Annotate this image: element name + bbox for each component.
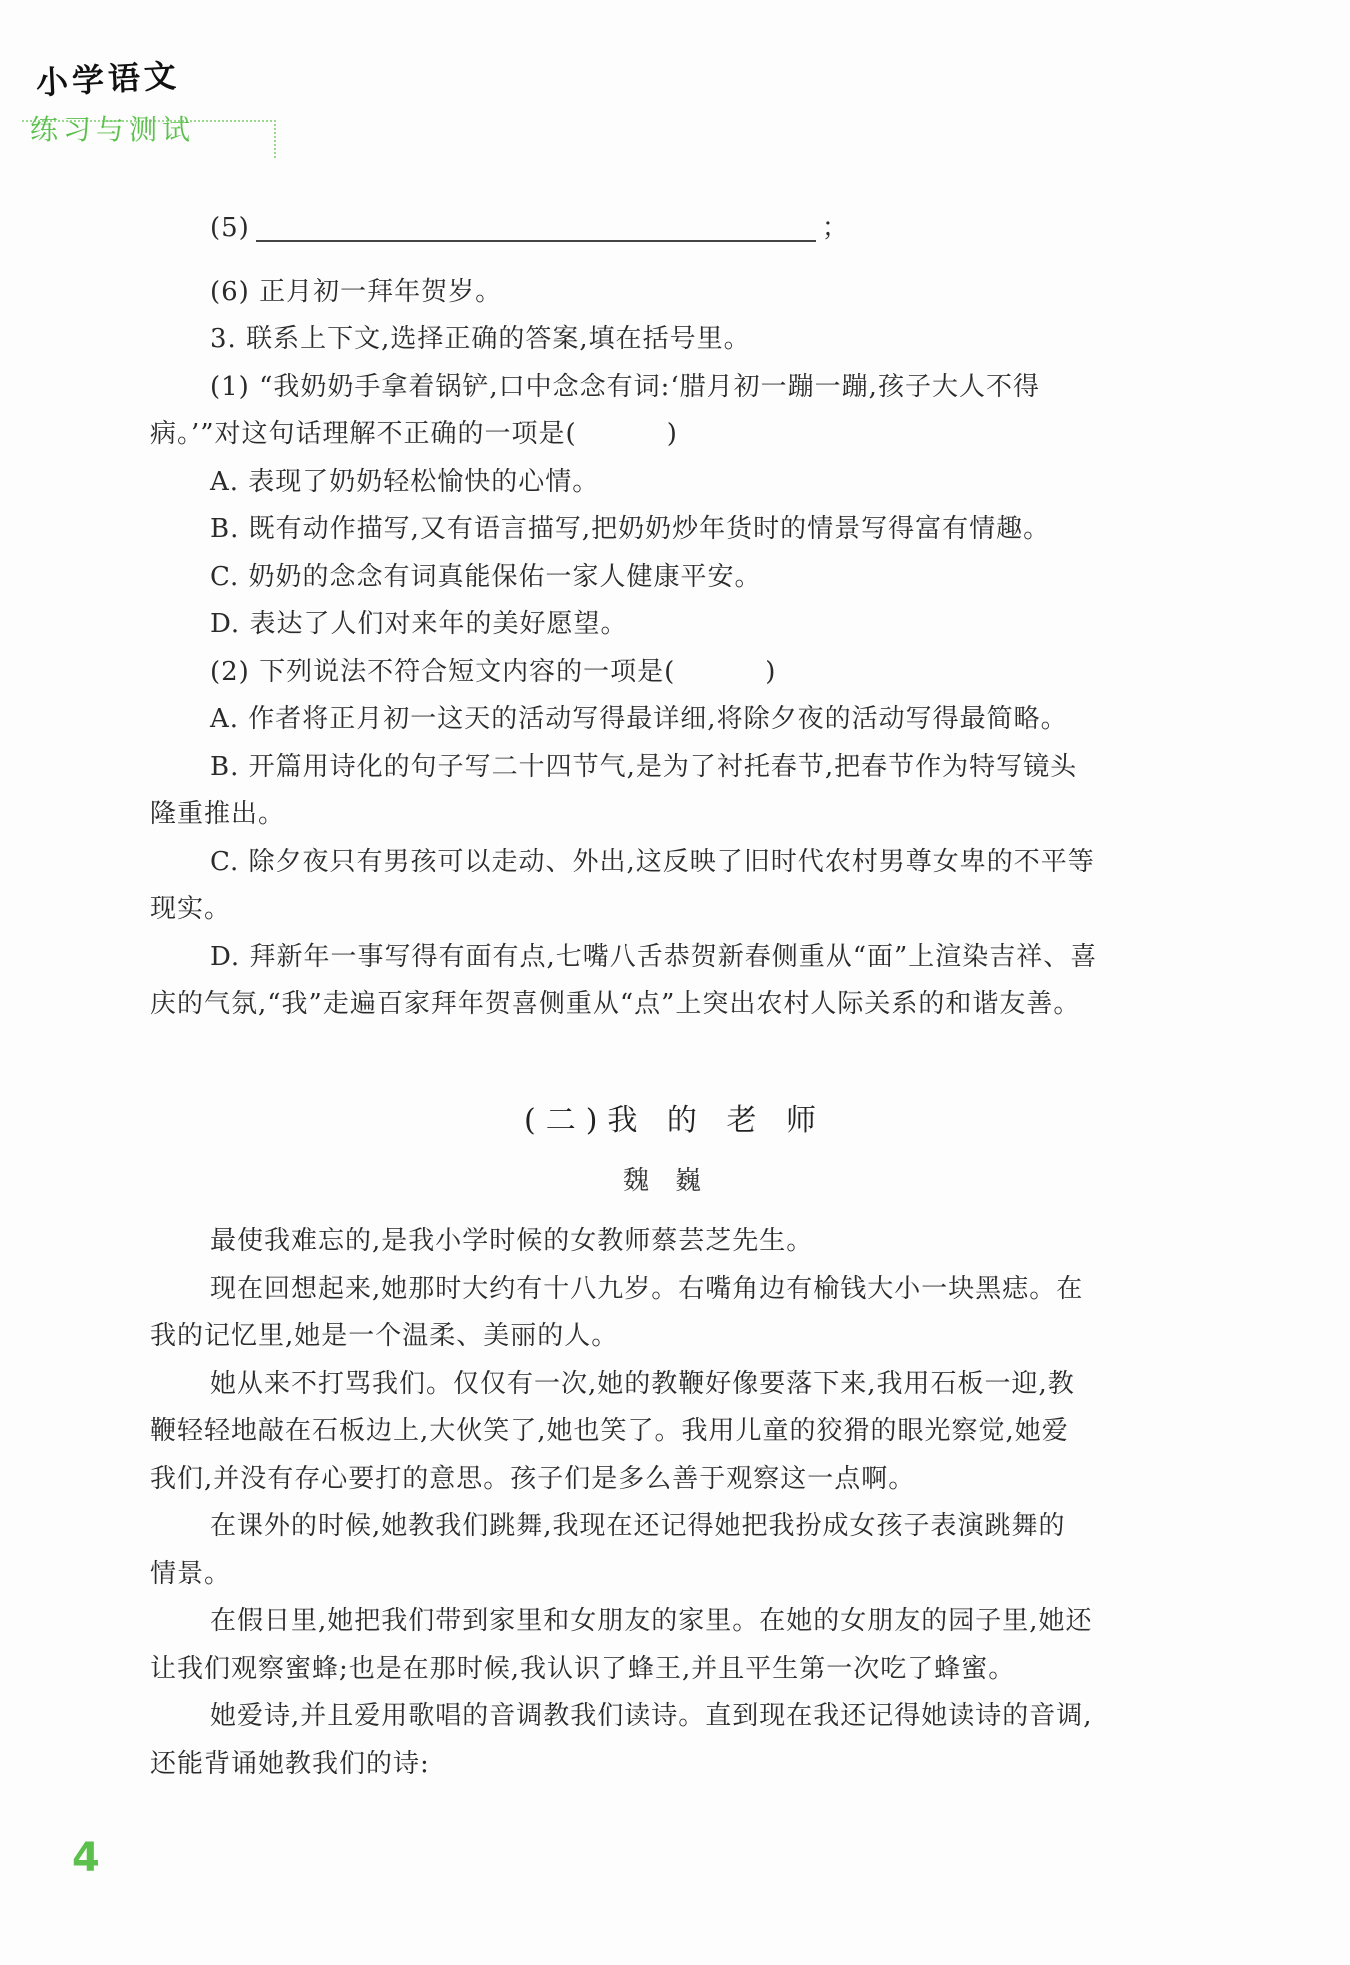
option-2-c-line1: C. 除夕夜只有男孩可以走动、外出,这反映了旧时代农村男尊女卑的不平等	[210, 846, 1095, 877]
option-2-d-line1: D. 拜新年一事写得有面有点,七嘴八舌恭贺新春侧重从“面”上渲染吉祥、喜	[210, 941, 1098, 972]
option-1-a: A. 表现了奶奶轻松愉快的心情。	[210, 466, 600, 497]
option-1-c: C. 奶奶的念念有词真能保佑一家人健康平安。	[210, 561, 762, 592]
option-2-d-line2: 庆的气氛,“我”走遍百家拜年贺喜侧重从“点”上突出农村人际关系的和谐友善。	[150, 989, 1081, 1019]
article-author: 魏巍	[622, 1166, 727, 1196]
paragraph-5-line1: 在假日里,她把我们带到家里和女朋友的家里。在她的女朋友的园子里,她还	[210, 1606, 1093, 1636]
item-5	[150, 205, 1210, 253]
paragraph-3-line2: 鞭轻轻地敲在石板边上,大伙笑了,她也笑了。我用儿童的狡猾的眼光察觉,她爱	[150, 1416, 1069, 1446]
paragraph-2-line1: 现在回想起来,她那时大约有十八九岁。右嘴角边有榆钱大小一块黑痣。在	[210, 1273, 1084, 1304]
paragraph-4-line1: 在课外的时候,她教我们跳舞,我现在还记得她把我扮成女孩子表演跳舞的	[210, 1511, 1066, 1541]
question-3: 3. 联系上下文,选择正确的答案,填在括号里。	[210, 324, 751, 354]
answer-blank[interactable]	[256, 216, 816, 242]
option-2-a: A. 作者将正月初一这天的活动写得最详细,将除夕夜的活动写得最简略。	[210, 704, 1068, 734]
book-title: 小学语文	[35, 56, 181, 102]
exercise-block	[150, 205, 1210, 1029]
question-3-2-stem: (2) 下列说法不符合短文内容的一项是(	[210, 656, 676, 687]
question-3-1-line2	[150, 411, 1210, 459]
book-subtitle: 练习与测试	[30, 113, 196, 146]
paren-close-2: )	[765, 656, 777, 687]
paren-close-1: )	[666, 419, 678, 449]
question-3-1-stem: 病。’”对这句话理解不正确的一项是(	[150, 419, 577, 449]
article-body	[150, 1218, 1210, 1788]
option-1-d: D. 表达了人们对来年的美好愿望。	[210, 609, 628, 639]
question-3-2	[150, 649, 1210, 697]
paragraph-3-line3: 我们,并没有存心要打的意思。孩子们是多么善于观察这一点啊。	[150, 1463, 916, 1494]
option-2-b-line1: B. 开篇用诗化的句子写二十四节气,是为了衬托春节,把春节作为特写镜头	[210, 751, 1078, 782]
paragraph-6-line2: 还能背诵她教我们的诗:	[150, 1748, 430, 1779]
page-number: 4	[72, 1835, 100, 1881]
option-2-c-line2: 现实。	[150, 894, 232, 924]
option-1-b: B. 既有动作描写,又有语言描写,把奶奶炒年货时的情景写得富有情趣。	[210, 514, 1051, 544]
paragraph-4-line2: 情景。	[150, 1558, 232, 1589]
paragraph-3-line1: 她从来不打骂我们。仅仅有一次,她的教鞭好像要落下来,我用石板一迎,教	[210, 1368, 1075, 1399]
item-6: (6) 正月初一拜年贺岁。	[210, 276, 503, 307]
item-5-end: ；	[821, 213, 849, 243]
article-title: (二)我 的 老 师	[523, 1103, 827, 1138]
item-5-label: (5)	[210, 213, 250, 243]
paragraph-1: 最使我难忘的,是我小学时候的女教师蔡芸芝先生。	[210, 1226, 814, 1256]
paragraph-2-line2: 我的记忆里,她是一个温柔、美丽的人。	[150, 1321, 619, 1351]
question-3-1-line1: (1) “我奶奶手拿着锅铲,口中念念有词:‘腊月初一蹦一蹦,孩子大人不得	[210, 371, 1040, 402]
option-2-b-line2: 隆重推出。	[150, 799, 286, 829]
paragraph-6-line1: 她爱诗,并且爱用歌唱的音调教我们读诗。直到现在我还记得她读诗的音调,	[210, 1701, 1093, 1731]
paragraph-5-line2: 让我们观察蜜蜂;也是在那时候,我认识了蜂王,并且平生第一次吃了蜂蜜。	[150, 1653, 1016, 1684]
